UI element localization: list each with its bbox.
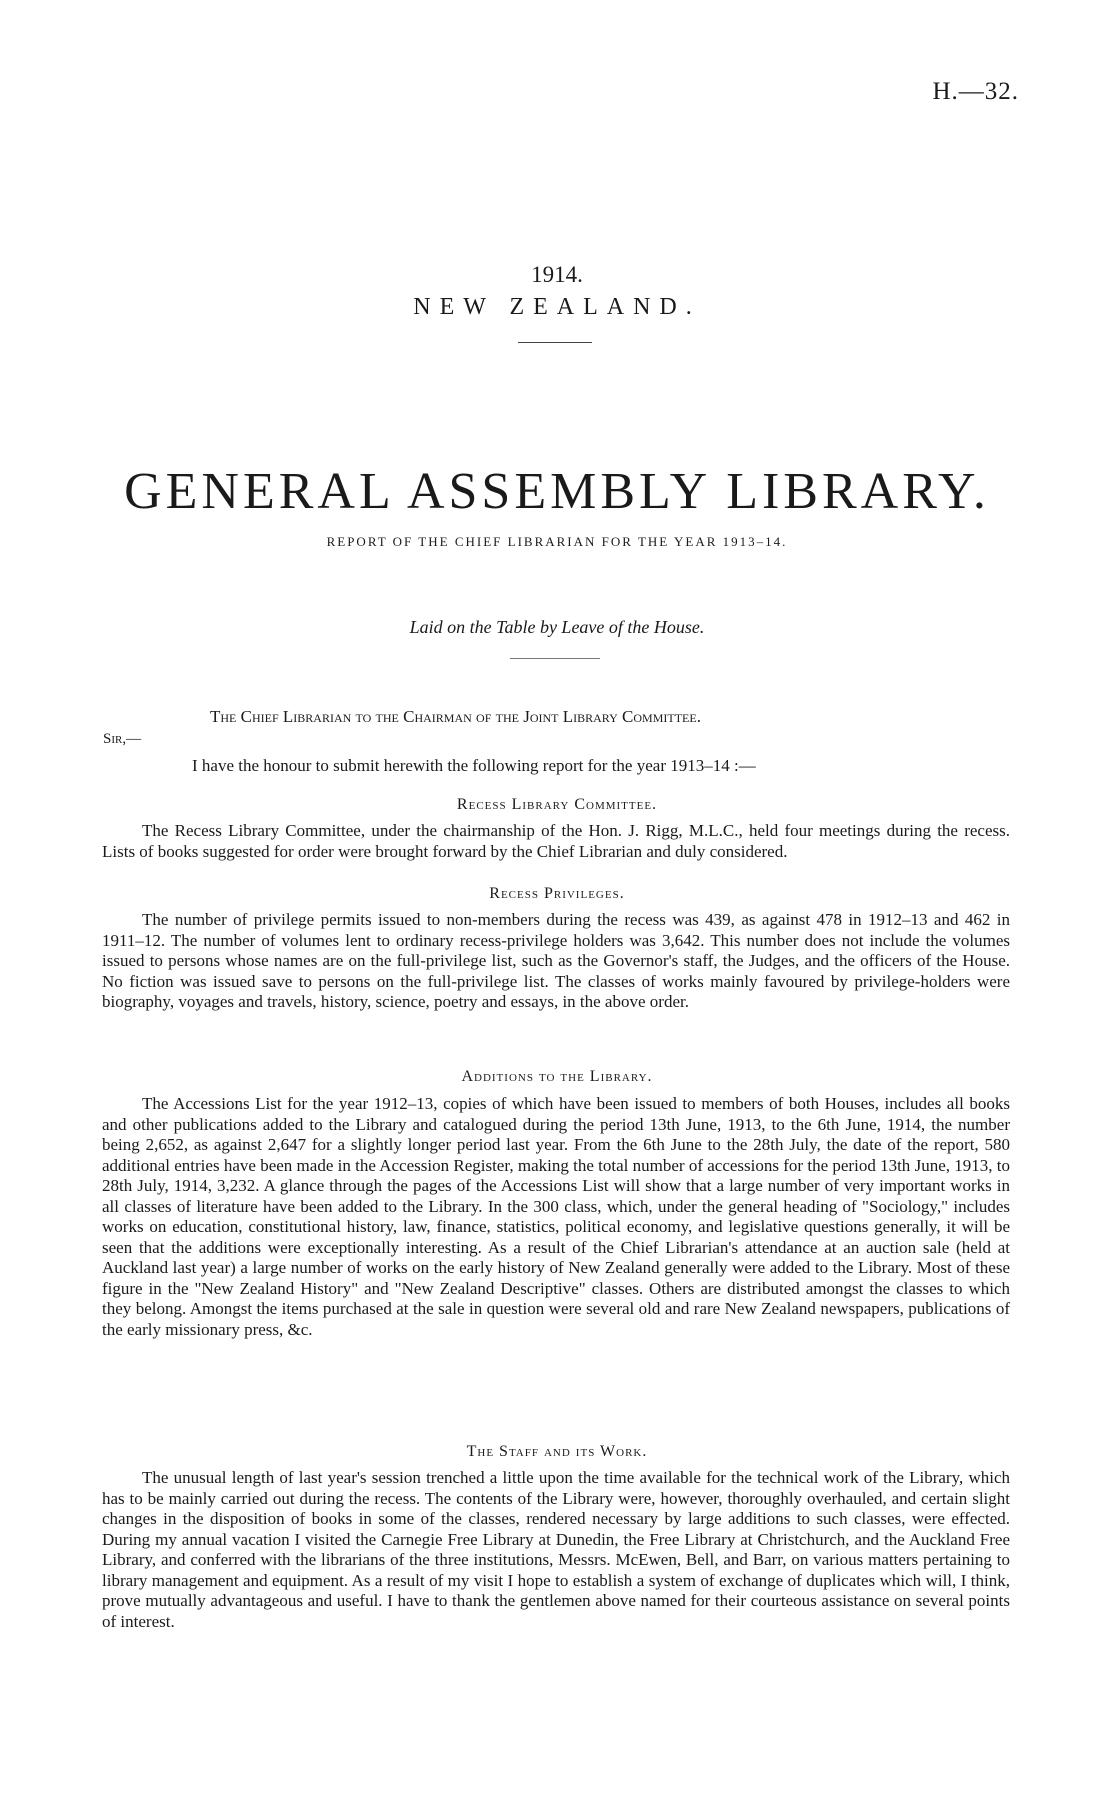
- section-heading: The Staff and its Work.: [466, 1443, 648, 1460]
- section-heading: Recess Library Committee.: [456, 796, 658, 813]
- divider-rule: [510, 658, 600, 659]
- section-paragraph: The number of privilege permits issued to non-members during the recess was 439, as against 478 in 1912–13 and 462 in 1911–12. The number of volumes lent to ordinary recess-privilege holders was 3,642. This number does not include the volumes issued to persons whose names are on the full-privilege list, such as the Governor's staff, the Judges, and the officers of the House. No fiction was issued save to persons on the full-privilege list. The classes of works mainly favoured by privilege-holders were biography, voyages and travels, history, science, poetry and essays, in the above order.: [102, 910, 1010, 1011]
- section-paragraph: The Recess Library Committee, under the chairmanship of the Hon. J. Rigg, M.L.C., held four meetings during the recess. Lists of books suggested for order were brought forward by the Chief Librarian and duly considered.: [102, 821, 1010, 861]
- intro-sentence: I have the honour to submit herewith the following report for the year 1913–14 :—: [192, 756, 756, 775]
- section-heading: Additions to the Library.: [461, 1068, 653, 1085]
- divider-rule: [518, 342, 592, 343]
- address-line: The Chief Librarian to the Chairman of the Joint Library Committee.: [210, 707, 701, 726]
- country-heading: NEW ZEALAND.: [413, 294, 701, 320]
- salutation: Sir,—: [103, 731, 142, 747]
- section-heading: Recess Privileges.: [489, 885, 625, 902]
- report-year: 1914.: [531, 262, 583, 287]
- document-title: GENERAL ASSEMBLY LIBRARY.: [124, 463, 990, 520]
- section-paragraph: The Accessions List for the year 1912–13, copies of which have been issued to members of both Houses, includes all books and other publications added to the Library and catalogued during the period 13th June, 1913, to the 6th June, 1914, the number being 2,652, as against 2,647 for a slightly longer period last year. From the 6th June to the 28th July, the date of the report, 580 additional entries have been made in the Accession Register, making the total number of accessions for the period 13th June, 1913, to 28th July, 1914, 3,232. A glance through the pages of the Accessions List will show that a large number of very important works in all classes of literature have been added to the Library. In the 300 class, which, under the general heading of "Sociology," includes works on education, constitutional history, law, finance, statistics, political economy, and legislative questions generally, it will be seen that the additions were exceptionally interesting. As a result of the Chief Librarian's attendance at an auction sale (held at Auckland last year) a large number of works on the early history of New Zealand generally were added to the Library. Most of these figure in the "New Zealand History" and "New Zealand Descriptive" classes. Others are distributed amongst the classes to which they belong. Amongst the items purchased at the sale in question were several old and rare New Zealand newspapers, publications of the early missionary press, &c.: [102, 1094, 1010, 1339]
- section-paragraph: The unusual length of last year's session trenched a little upon the time available for the technical work of the Library, which has to be mainly carried out during the recess. The contents of the Library were, however, thoroughly overhauled, and certain slight changes in the disposition of books in some of the classes, rendered necessary by large additions to such classes, were effected. During my annual vacation I visited the Carnegie Free Library at Dunedin, the Free Library at Christchurch, and the Auckland Free Library, and conferred with the librarians of the three institutions, Messrs. McEwen, Bell, and Barr, on various matters pertaining to library management and equipment. As a result of my visit I hope to establish a system of exchange of duplicates which will, I think, prove mutually advantageous and useful. I have to thank the gentlemen above named for their courteous assistance on several points of interest.: [102, 1468, 1010, 1631]
- document-subtitle: REPORT OF THE CHIEF LIBRARIAN FOR THE YEAR 1913–14.: [326, 534, 788, 549]
- laid-on-table-note: Laid on the Table by Leave of the House.: [409, 617, 705, 637]
- page-reference: H.—32.: [932, 78, 1019, 105]
